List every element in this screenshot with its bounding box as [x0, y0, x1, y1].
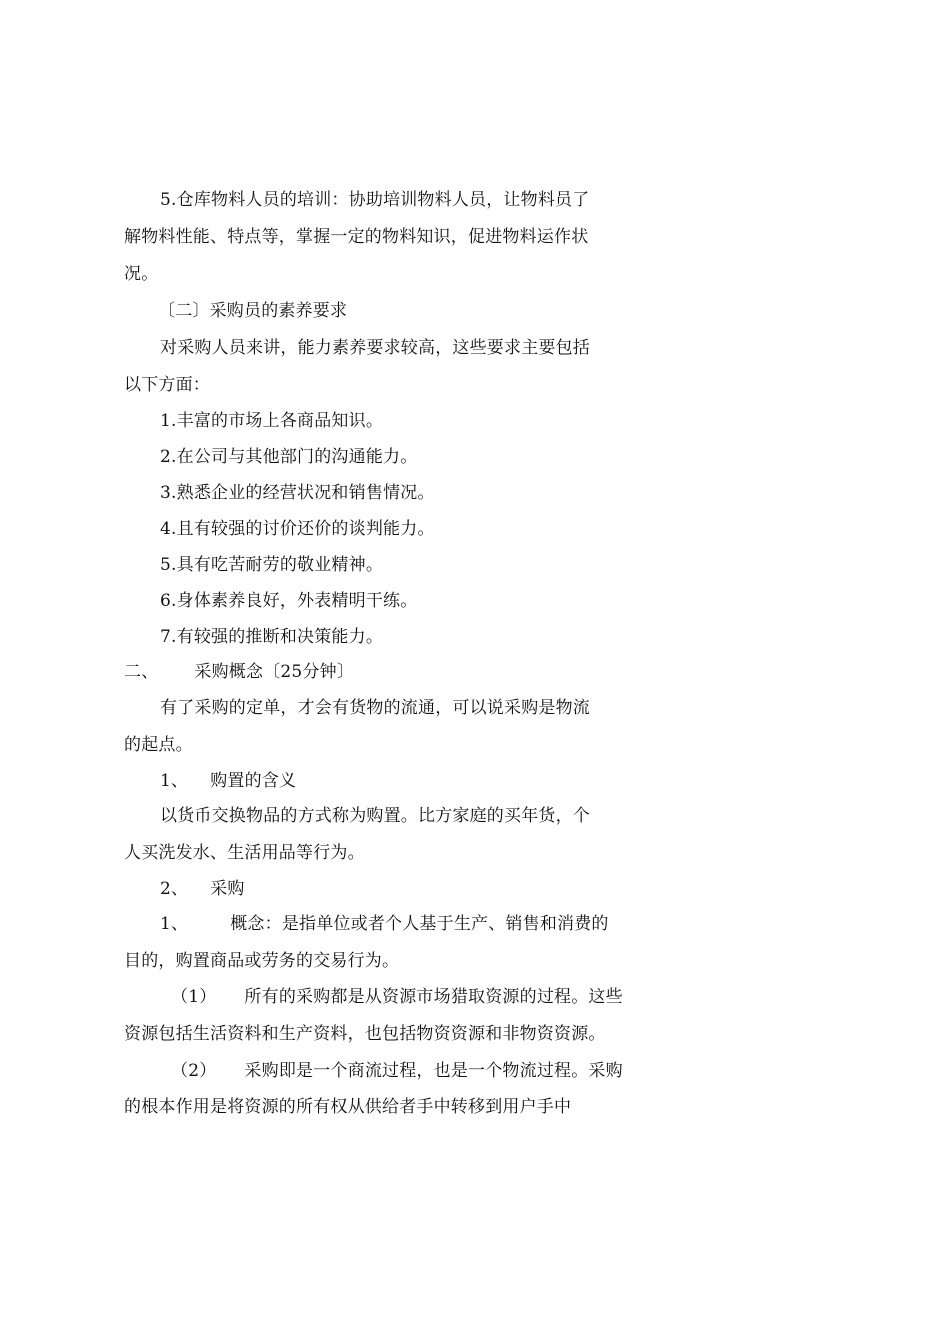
paragraph-warehouse-training-line-1: 5.仓库物料人员的培训：协助培训物料人员，让物料员了	[160, 190, 590, 210]
heading-procurement	[160, 879, 245, 899]
paragraph-point-2-line-2: 的根本作用是将资源的所有权从供给者手中转移到用户手中	[124, 1097, 572, 1117]
concept-number: 1、	[160, 914, 189, 934]
list-item: 5.具有吃苦耐劳的敬业精神。	[160, 555, 384, 575]
list-item: 4.且有较强的讨价还价的谈判能力。	[160, 519, 435, 539]
concept-text: 概念：是指单位或者个人基于生产、销售和消费的	[230, 914, 609, 934]
subheading-purchaser-qualities: 〔二〕采购员的素养要求	[158, 301, 348, 321]
paragraph-warehouse-training-line-3: 况。	[124, 264, 159, 284]
paragraph-point-2-line-1	[171, 1061, 623, 1081]
heading-number: 1、	[160, 771, 189, 791]
section-heading-purchasing-concept	[124, 662, 354, 682]
paragraph-concept-line-2: 目的，购置商品或劳务的交易行为。	[124, 951, 400, 971]
paragraph-requirements-line-1: 对采购人员来讲，能力素养要求较高，这些要求主要包括	[160, 338, 590, 358]
list-item: 1.丰富的市场上各商品知识。	[160, 411, 384, 431]
paragraph-point-1-line-2: 资源包括生活资料和生产资料，也包括物资资源和非物资资源。	[124, 1024, 606, 1044]
paragraph-purchase-definition-line-2: 人买洗发水、生活用品等行为。	[124, 843, 365, 863]
heading-number: 2、	[160, 879, 189, 899]
paragraph-purchase-definition-line-1: 以货币交换物品的方式称为购置。比方家庭的买年货，个	[160, 806, 590, 826]
list-item: 7.有较强的推断和决策能力。	[160, 627, 384, 647]
paragraph-concept-line-1	[160, 914, 609, 934]
point-text: 采购即是一个商流过程，也是一个物流过程。采购	[244, 1061, 623, 1081]
paragraph-logistics-start-line-2: 的起点。	[124, 735, 193, 755]
paragraph-warehouse-training-line-2: 解物料性能、特点等，掌握一定的物料知识，促进物料运作状	[124, 227, 589, 247]
point-number: （2）	[171, 1061, 217, 1081]
point-text: 所有的采购都是从资源市场猎取资源的过程。这些	[244, 987, 623, 1007]
heading-title: 购置的含义	[210, 771, 297, 791]
paragraph-requirements-line-2: 以下方面：	[124, 375, 210, 395]
section-number: 二、	[124, 662, 159, 682]
point-number: （1）	[171, 987, 217, 1007]
paragraph-logistics-start-line-1: 有了采购的定单，才会有货物的流通，可以说采购是物流	[160, 698, 590, 718]
section-title: 采购概念〔25分钟〕	[194, 662, 355, 682]
heading-title: 采购	[210, 879, 245, 899]
list-item: 3.熟悉企业的经营状况和销售情况。	[160, 483, 435, 503]
list-item: 2.在公司与其他部门的沟通能力。	[160, 447, 418, 467]
paragraph-point-1-line-1	[171, 987, 623, 1007]
heading-purchase-meaning	[160, 771, 296, 791]
list-item: 6.身体素养良好，外表精明干练。	[160, 591, 418, 611]
